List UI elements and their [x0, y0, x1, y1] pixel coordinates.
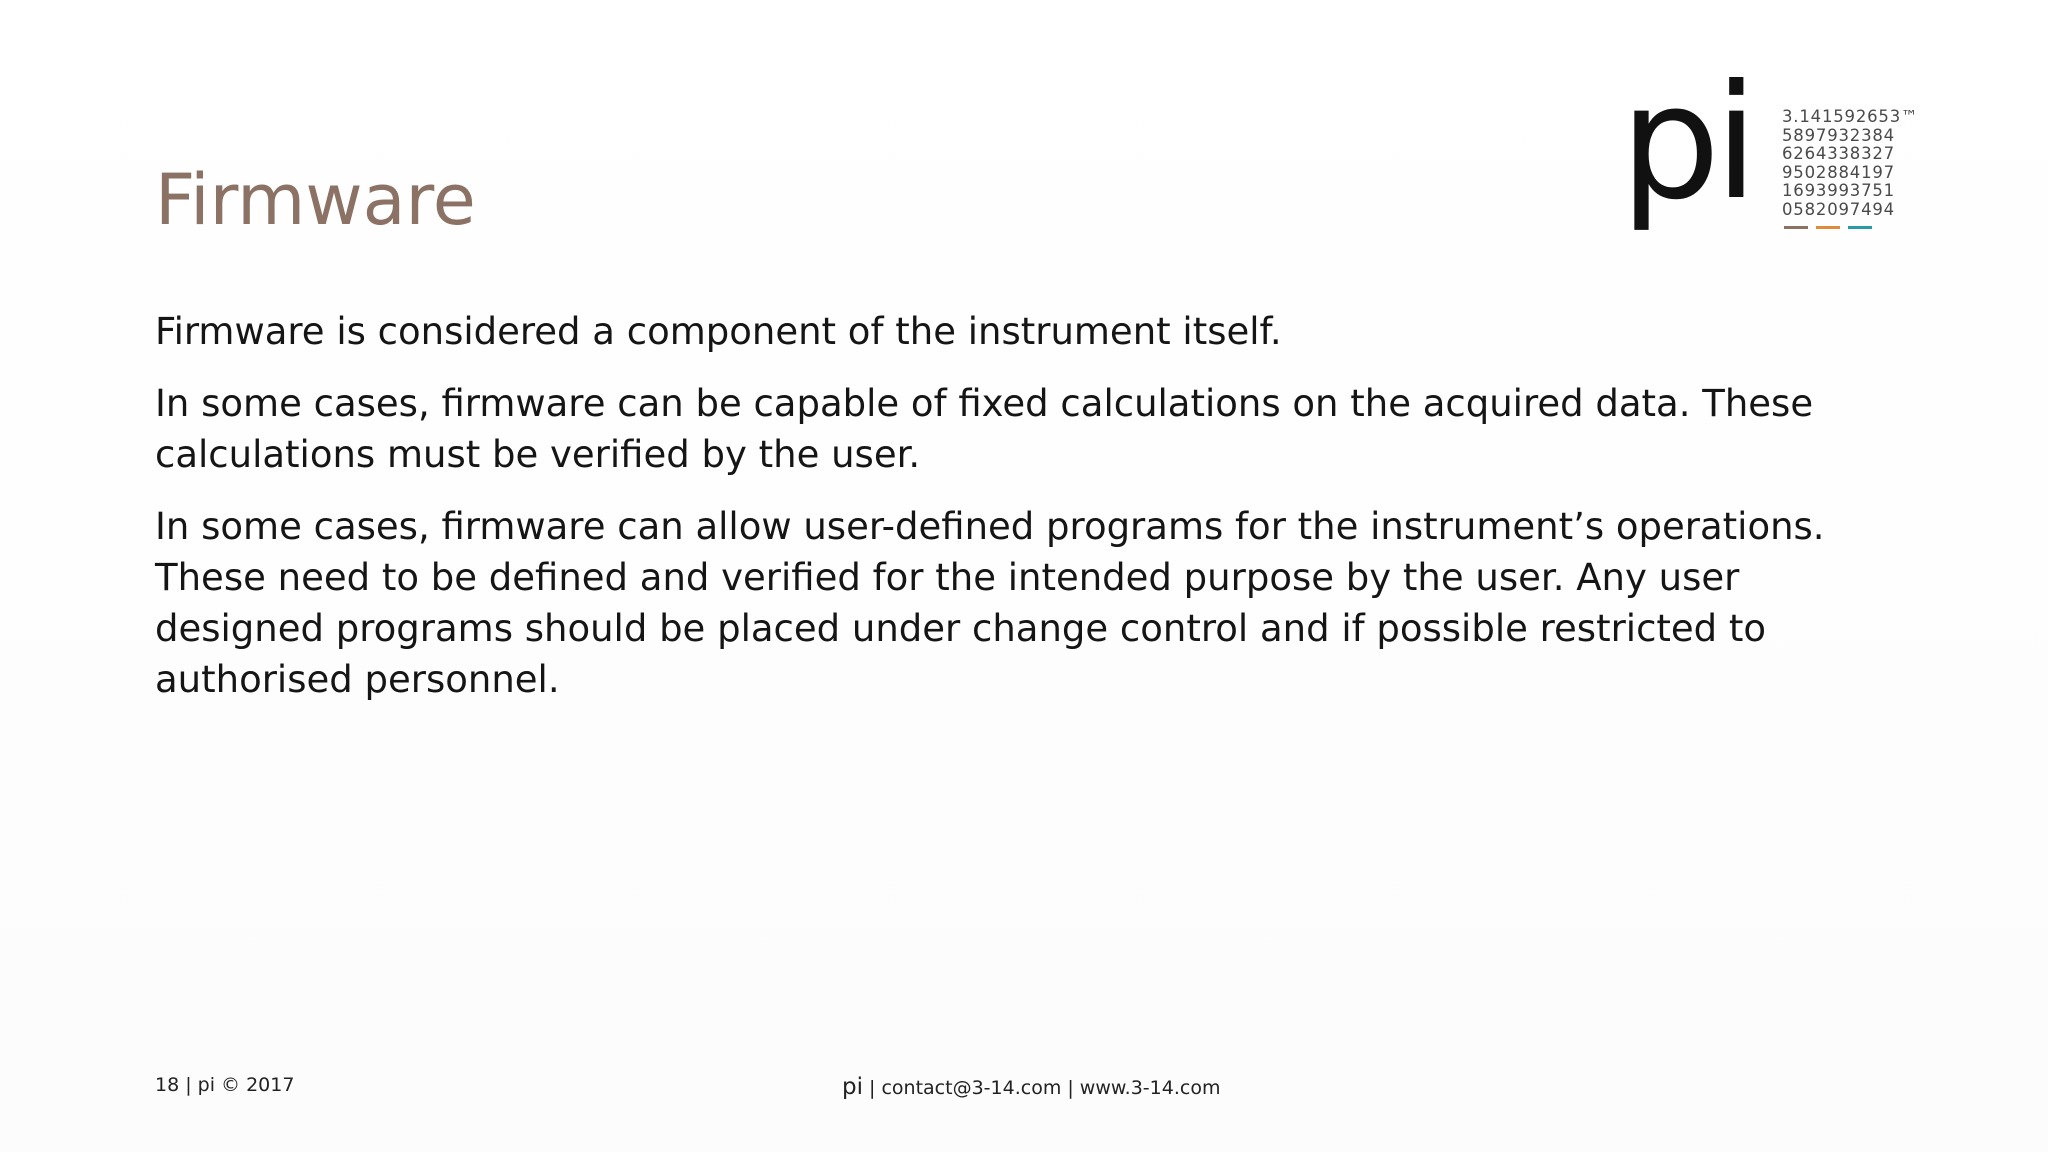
slide-body: [155, 306, 1915, 726]
slide-title: Firmware: [155, 158, 476, 241]
logo-digits: [1782, 108, 1918, 220]
logo-bar-teal: [1848, 226, 1872, 229]
pi-logo: [1620, 51, 1920, 258]
logo-color-bars: [1784, 226, 1884, 229]
logo-digit-line: 6264338327: [1782, 144, 1895, 164]
logo-mark: pi: [1620, 51, 1753, 235]
logo-bar-brown: [1784, 226, 1808, 229]
logo-digit-line: 9502884197: [1782, 162, 1895, 182]
footer-contact: [842, 1074, 1220, 1100]
logo-digit-line: 1693993751: [1782, 181, 1895, 201]
body-paragraph: Firmware is considered a component of the instrument itself.: [155, 310, 1282, 353]
footer-brand: pi: [842, 1074, 863, 1100]
footer-page-info: 18 | pi © 2017: [155, 1074, 295, 1096]
logo-digit-line: 0582097494: [1782, 199, 1895, 219]
logo-bar-orange: [1816, 226, 1840, 229]
body-paragraph: In some cases, firmware can allow user-defined programs for the instrument’s operations. These need to be defined and verified for the intended purpose by the user. Any user designed programs should be placed under change control and if possible restricted to authorised personnel.: [155, 505, 1825, 701]
body-paragraph: In some cases, firmware can be capable of fixed calculations on the acquired data. These calculations must be verified by the user.: [155, 382, 1814, 476]
logo-digit-line: 5897932384: [1782, 125, 1895, 145]
logo-digit-line: 3.141592653™: [1782, 107, 1919, 126]
footer-contact-text: | contact@3-14.com | www.3-14.com: [863, 1077, 1221, 1099]
